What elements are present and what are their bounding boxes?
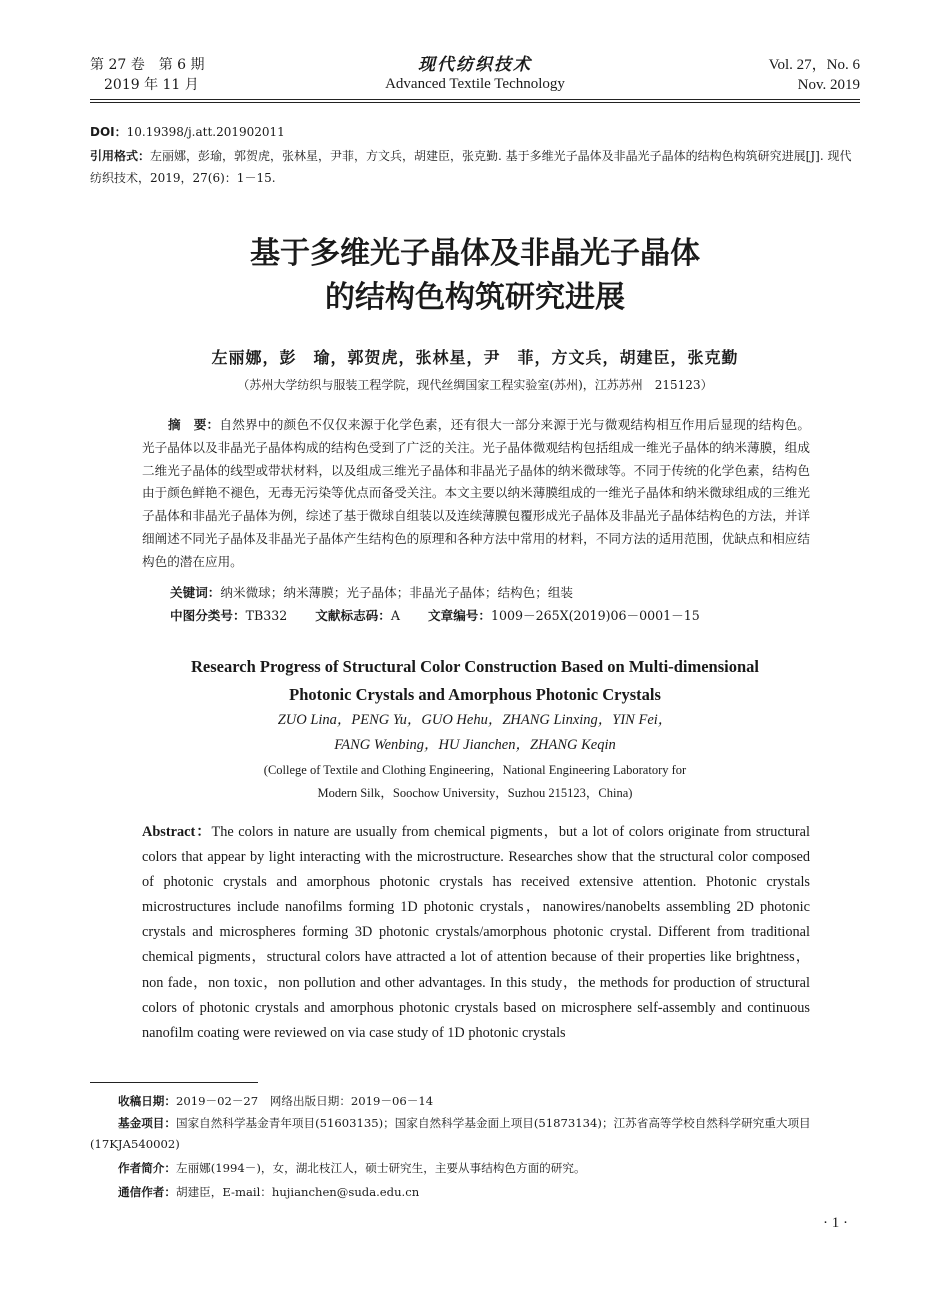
citation-text: 左丽娜，彭瑜，郭贺虎，张林星，尹菲，方文兵，胡建臣，张克勤. 基于多维光子晶体及非晶光子晶体的结构色构筑研究进展[J]. 现代 [150, 149, 852, 163]
received-date [118, 1090, 433, 1112]
author-bio-text: 左丽娜(1994－)，女，湖北枝江人，硕士研究生，主要从事结构色方面的研究。 [175, 1161, 586, 1175]
header-volume-en: Vol. 27，No. 6 [768, 57, 860, 73]
affiliation-en-line1: (College of Textile and Clothing Engineering，National Engineering Laboratory for [263, 763, 687, 777]
clc-label: 中图分类号： [170, 608, 246, 623]
author-bio [118, 1157, 586, 1179]
affiliation-en-line2: Modern Silk，Soochow University，Suzhou 215123，China) [317, 786, 633, 800]
corresponding-label: 通信作者： [118, 1185, 176, 1199]
corresponding-text[interactable]: 胡建臣，E-mail：hujianchen@suda.edu.cn [175, 1185, 420, 1199]
title-zh-line2: 的结构色构筑研究进展 [325, 280, 625, 315]
title-en-line1: Research Progress of Structural Color Construction Based on Multi-dimensional [190, 657, 760, 676]
header-rule-2 [90, 102, 860, 103]
abstract-zh [142, 414, 810, 574]
abstract-en-text: The colors in nature are usually from chemical pigments，but a lot of colors originate from structural colors that appear by light interacting with the microstructure. Researches show that the structural color composed of photonic crystals and amorphous photonic crystals has received extensive attention. Photonic crystals microstructures include nanofilms forming 1D photonic crystals，nanowires/nanobelts assembling 2D photonic crystals and microspheres forming 3D photonic crystals/amorphous photonic crystal. Different from traditional chemical pigments，structural colors have attracted a lot of attention because of their properties like brightness，non fade，non toxic，non pollution and other advantages. In this study，the methods for production of structural colors of photonic crystals and amorphous photonic crystals based on microsphere self-assembly and continuous nanofilm coating were reviewed on via case study of 1D photonic crystals [142, 824, 810, 1041]
title-en-line2: Photonic Crystals and Amorphous Photonic Crystals [289, 685, 661, 704]
author-bio-label: 作者简介： [118, 1161, 176, 1175]
citation-line [90, 146, 865, 166]
footnote-separator [90, 1082, 258, 1083]
header-volume-issue: 第 27 卷 第 6 期 [90, 57, 205, 73]
article-no-value: 1009－265X(2019)06－0001－15 [490, 608, 700, 623]
affiliation-zh: （苏州大学纺织与服装工程学院，现代丝绸国家工程实验室(苏州)，江苏苏州 215123） [237, 378, 713, 392]
journal-name-en: Advanced Textile Technology [385, 76, 565, 92]
abstract-zh-text: 自然界中的颜色不仅仅来源于化学色素，还有很大一部分来源于光与微观结构相互作用后显现的结构色。光子晶体以及非晶光子晶体构成的结构色受到了广泛的关注。光子晶体微观结构包括组成一维光子晶体的纳米薄膜，组成二维光子晶体的线型或带状材料，以及组成三维光子晶体和非晶光子晶体的纳米微球等。不同于传统的化学色素，结构色由于颜色鲜艳不褪色，无毒无污染等优点而备受关注。本文主要以纳米薄膜组成的一维光子晶体和纳米微球组成的三维光子晶体和非晶光子晶体为例，综述了基于微球自组装以及连续薄膜包覆形成光子晶体及非晶光子晶体结构色的方法，并详细阐述不同光子晶体及非晶光子晶体产生结构色的原理和各种方法中常用的材料，不同方法的适用范围，优缺点和相应结构色的潜在应用。 [142, 417, 811, 569]
abstract-zh-label: 摘 要： [168, 417, 220, 432]
doc-code-label: 文献标志码： [315, 608, 391, 623]
doi-label: DOI： [90, 125, 127, 139]
fund-line2: (17KJA540002) [90, 1137, 180, 1151]
keywords-text: 纳米微球；纳米薄膜；光子晶体；非晶光子晶体；结构色；组装 [220, 585, 573, 600]
received-text: 2019－02－27 网络出版日期：2019－06－14 [175, 1094, 434, 1108]
article-no-label: 文章编号： [428, 608, 491, 623]
header-date-en: Nov. 2019 [797, 77, 860, 93]
clc-value: TB332 [245, 608, 288, 623]
doi-value[interactable]: 10.19398/j.att.201902011 [126, 125, 285, 139]
abstract-en-label: Abstract： [142, 824, 212, 840]
fund-line1 [118, 1112, 811, 1134]
header-date-zh: 2019 年 11 月 [104, 77, 199, 93]
keywords-label: 关键词： [170, 585, 221, 600]
header-rule [90, 99, 860, 100]
abstract-en [142, 820, 810, 1046]
citation-label: 引用格式： [90, 149, 151, 163]
fund-text: 国家自然科学基金青年项目(51603135)；国家自然科学基金面上项目(51873134)；江苏省高等学校自然科学研究重大项目 [175, 1116, 811, 1130]
authors-en-line2: FANG Wenbing，HU Jianchen，ZHANG Keqin [334, 737, 616, 753]
journal-logo: 现代纺织技术 [418, 55, 532, 75]
citation-line-2: 纺织技术，2019，27(6)：1－15. [90, 171, 276, 185]
authors-zh: 左丽娜，彭 瑜，郭贺虎，张林星，尹 菲，方文兵，胡建臣，张克勤 [211, 348, 739, 367]
doi-line [90, 122, 285, 142]
doc-code-value: A [390, 608, 400, 623]
classification-line [170, 605, 700, 624]
corresponding-author [118, 1181, 419, 1203]
fund-label: 基金项目： [118, 1116, 176, 1130]
received-label: 收稿日期： [118, 1094, 176, 1108]
authors-en-line1: ZUO Lina，PENG Yu，GUO Hehu，ZHANG Linxing，YIN Fei， [277, 712, 673, 728]
keywords-zh [170, 582, 573, 601]
title-zh-line1: 基于多维光子晶体及非晶光子晶体 [250, 236, 700, 271]
page-number: · 1 · [823, 1215, 848, 1231]
